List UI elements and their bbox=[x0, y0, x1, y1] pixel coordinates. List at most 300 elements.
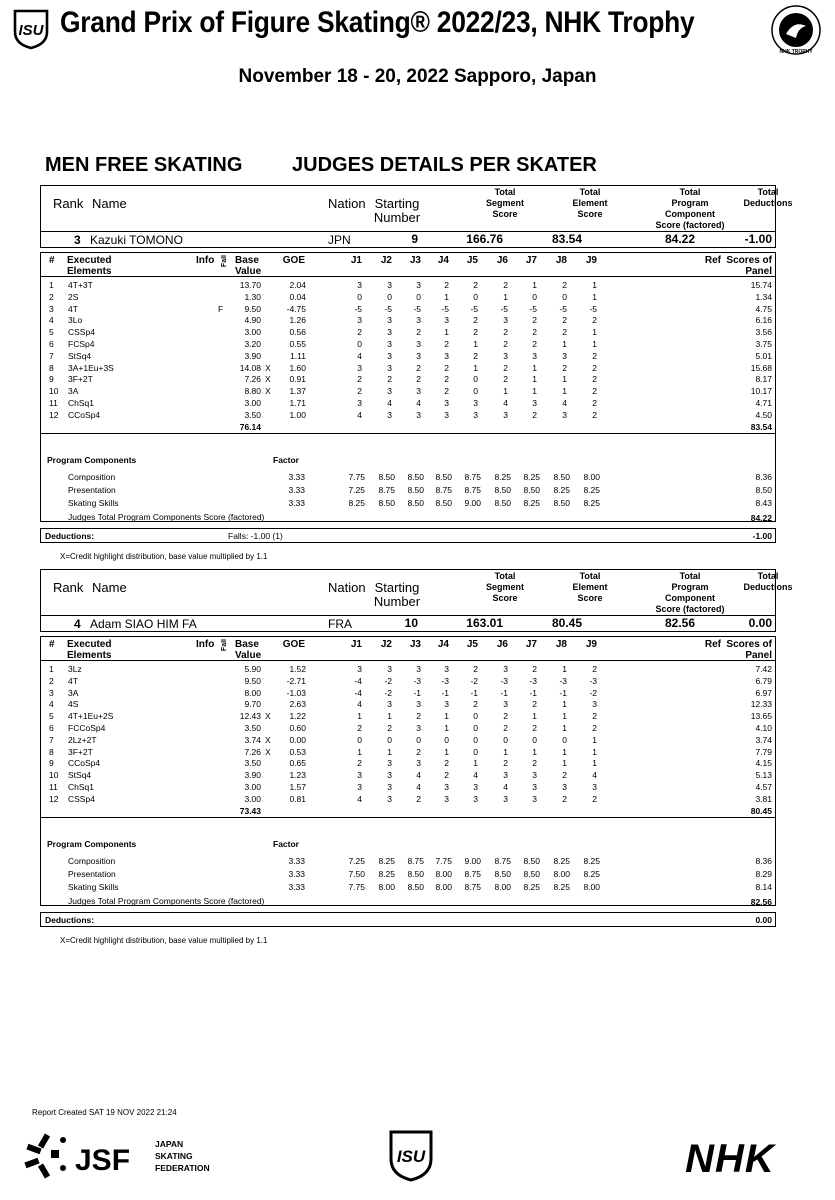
element-judge-score: 3 bbox=[503, 793, 508, 804]
element-goe: 1.57 bbox=[289, 782, 306, 792]
col-judge-header: J7 bbox=[525, 639, 537, 650]
col-judge-header: J3 bbox=[409, 639, 421, 650]
element-judge-score: 2 bbox=[562, 280, 567, 290]
jsf-abbr: JSF bbox=[75, 1144, 131, 1177]
element-judge-score: 1 bbox=[532, 374, 537, 385]
element-judge-score: 3 bbox=[416, 315, 421, 326]
element-judge-score: 0 bbox=[473, 386, 478, 397]
element-judge-score: 3 bbox=[503, 664, 508, 674]
total-deductions: 0.00 bbox=[748, 616, 772, 630]
element-base-value: 4.90 bbox=[244, 315, 261, 326]
component-panel-score: 8.43 bbox=[755, 498, 772, 509]
component-judge-score: 8.25 bbox=[494, 472, 511, 482]
element-name: StSq4 bbox=[68, 770, 92, 781]
element-judge-score: 0 bbox=[357, 291, 362, 302]
component-factor: 3.33 bbox=[288, 472, 305, 482]
element-name: CCoSp4 bbox=[68, 758, 101, 769]
element-judge-score: 3 bbox=[503, 699, 508, 710]
element-judge-score: 2 bbox=[503, 758, 508, 769]
judges-total-pcs: 84.22 bbox=[750, 513, 772, 523]
component-factor: 3.33 bbox=[288, 485, 305, 496]
element-number: 8 bbox=[49, 362, 54, 373]
element-judge-score: 0 bbox=[387, 734, 392, 745]
element-number: 2 bbox=[49, 675, 54, 686]
element-judge-score: 2 bbox=[357, 723, 362, 733]
deductions-detail: Falls: -1.00 (1) bbox=[228, 531, 283, 541]
col-base-header: Base bbox=[235, 639, 259, 650]
nhk-trophy-badge bbox=[770, 4, 822, 56]
element-judge-score: 3 bbox=[444, 664, 449, 674]
col-fall-header: Fall bbox=[221, 255, 228, 268]
element-judge-score: 2 bbox=[473, 327, 478, 338]
element-judge-score: 2 bbox=[473, 699, 478, 710]
element-judge-score: -5 bbox=[589, 303, 597, 314]
element-judge-score: -3 bbox=[559, 675, 567, 686]
element-judge-score: 3 bbox=[387, 280, 392, 290]
element-judge-score: -5 bbox=[354, 303, 362, 314]
element-judge-score: 1 bbox=[562, 339, 567, 349]
element-judge-score: 2 bbox=[473, 280, 478, 290]
component-panel-score: 8.14 bbox=[755, 882, 772, 893]
element-name: 3A bbox=[68, 386, 79, 397]
component-judge-score: 8.25 bbox=[523, 472, 540, 482]
rank-header: Rank bbox=[53, 196, 84, 211]
element-judge-score: 3 bbox=[387, 386, 392, 397]
element-judge-score: 1 bbox=[444, 711, 449, 722]
element-panel-score: 3.75 bbox=[755, 339, 772, 349]
element-judge-score: 2 bbox=[532, 339, 537, 349]
skater-start-number: 9 bbox=[411, 232, 418, 246]
element-judge-score: 3 bbox=[357, 362, 362, 373]
summary-header-tes1: Total bbox=[579, 187, 601, 197]
component-name: Presentation bbox=[68, 485, 116, 496]
component-judge-score: 8.50 bbox=[407, 869, 424, 880]
judges-total-pcs-label: Judges Total Program Components Score (factored) bbox=[68, 896, 265, 906]
element-name: 3F+2T bbox=[68, 374, 93, 385]
element-judge-score: 2 bbox=[592, 664, 597, 674]
element-info: F bbox=[218, 303, 224, 314]
element-judge-score: 4 bbox=[592, 770, 597, 781]
element-credit-mark: X bbox=[265, 362, 271, 373]
element-judge-score: 3 bbox=[416, 409, 421, 420]
element-number: 1 bbox=[49, 280, 54, 290]
element-judge-score: 3 bbox=[532, 398, 537, 408]
summary-header-ded1: Total bbox=[757, 187, 779, 197]
element-judge-score: 2 bbox=[503, 374, 508, 385]
element-judge-score: 2 bbox=[357, 327, 362, 338]
element-judge-score: 1 bbox=[357, 711, 362, 722]
component-judge-score: 8.00 bbox=[583, 472, 600, 482]
event-title: Grand Prix of Figure Skating® 2022/23, NHK Trophy bbox=[60, 6, 695, 39]
component-name: Composition bbox=[68, 472, 116, 482]
element-judge-score: 3 bbox=[444, 398, 449, 408]
element-name: ChSq1 bbox=[68, 398, 94, 408]
element-number: 2 bbox=[49, 291, 54, 302]
element-judge-score: 2 bbox=[416, 793, 421, 804]
summary-header-pcs3: Component bbox=[665, 593, 715, 603]
element-judge-score: -4 bbox=[354, 687, 362, 698]
element-judge-score: 1 bbox=[444, 327, 449, 338]
summary-header-tss1: Total bbox=[494, 187, 516, 197]
component-judge-score: 8.50 bbox=[523, 485, 540, 496]
element-judge-score: 3 bbox=[387, 770, 392, 781]
summary-header-tes2: Element bbox=[572, 198, 608, 208]
element-name: 3F+2T bbox=[68, 746, 93, 757]
summary-header-tss2: Segment bbox=[485, 582, 524, 592]
element-panel-score: 13.65 bbox=[750, 711, 772, 722]
element-judge-score: 3 bbox=[416, 699, 421, 710]
element-name: 4T bbox=[68, 303, 78, 314]
element-judge-score: 3 bbox=[532, 350, 537, 361]
element-judge-score: 0 bbox=[416, 734, 421, 745]
element-judge-score: 3 bbox=[444, 699, 449, 710]
element-judge-score: 1 bbox=[592, 758, 597, 769]
factor-header: Factor bbox=[273, 455, 299, 465]
element-judge-score: 2 bbox=[444, 339, 449, 349]
element-judge-score: 1 bbox=[562, 746, 567, 757]
jsf-logo bbox=[23, 1130, 213, 1180]
segment-title: MEN FREE SKATING bbox=[45, 154, 243, 176]
element-goe: 0.60 bbox=[289, 723, 306, 733]
component-judge-score: 8.50 bbox=[435, 472, 452, 482]
element-judge-score: 3 bbox=[416, 386, 421, 397]
element-judge-score: 2 bbox=[532, 327, 537, 338]
element-judge-score: -2 bbox=[384, 687, 392, 698]
element-judge-score: 2 bbox=[592, 386, 597, 397]
element-number: 6 bbox=[49, 339, 54, 349]
divider bbox=[40, 433, 776, 434]
component-judge-score: 8.50 bbox=[523, 856, 540, 866]
element-judge-score: 2 bbox=[444, 386, 449, 397]
element-judge-score: 0 bbox=[503, 734, 508, 745]
element-judge-score: 1 bbox=[357, 746, 362, 757]
element-judge-score: -5 bbox=[441, 303, 449, 314]
element-judge-score: 1 bbox=[562, 723, 567, 733]
component-judge-score: 8.25 bbox=[523, 498, 540, 509]
component-judge-score: 7.25 bbox=[348, 485, 365, 496]
element-panel-score: 6.79 bbox=[755, 675, 772, 686]
element-judge-score: 2 bbox=[562, 793, 567, 804]
element-judge-score: 2 bbox=[592, 711, 597, 722]
element-judge-score: 3 bbox=[416, 664, 421, 674]
program-components-header: Program Components bbox=[47, 839, 137, 849]
col-value-header: Value bbox=[235, 650, 262, 661]
element-judge-score: 0 bbox=[532, 291, 537, 302]
divider bbox=[40, 817, 776, 818]
col-value-header: Value bbox=[235, 266, 262, 277]
element-goe: 0.91 bbox=[289, 374, 306, 385]
element-judge-score: 1 bbox=[562, 699, 567, 710]
component-factor: 3.33 bbox=[288, 882, 305, 893]
element-judge-score: 2 bbox=[416, 374, 421, 385]
col-goe-header: GOE bbox=[282, 255, 305, 266]
element-judge-score: 3 bbox=[592, 782, 597, 792]
element-judge-score: -3 bbox=[589, 675, 597, 686]
col-judge-header: J3 bbox=[409, 255, 421, 266]
component-judge-score: 8.50 bbox=[553, 498, 570, 509]
jsf-line3: FEDERATION bbox=[155, 1163, 210, 1173]
skater-rank: 3 bbox=[74, 233, 81, 247]
total-segment-score: 163.01 bbox=[466, 616, 503, 630]
element-goe: -4.75 bbox=[286, 303, 306, 314]
element-goe: 1.11 bbox=[290, 350, 306, 361]
element-judge-score: 3 bbox=[444, 793, 449, 804]
element-judge-score: 3 bbox=[416, 339, 421, 349]
element-judge-score: 3 bbox=[387, 699, 392, 710]
summary-header-ded1: Total bbox=[757, 571, 779, 581]
element-judge-score: 3 bbox=[592, 699, 597, 710]
component-judge-score: 8.00 bbox=[494, 882, 511, 893]
summary-header-tes2: Element bbox=[572, 582, 608, 592]
element-name: 3Lz bbox=[68, 664, 82, 674]
element-judge-score: 2 bbox=[503, 362, 508, 373]
component-factor: 3.33 bbox=[288, 856, 305, 866]
element-judge-score: 2 bbox=[444, 374, 449, 385]
credit-note: X=Credit highlight distribution, base value multiplied by 1.1 bbox=[60, 552, 268, 561]
element-judge-score: 3 bbox=[503, 770, 508, 781]
element-judge-score: 0 bbox=[444, 734, 449, 745]
component-judge-score: 8.50 bbox=[494, 498, 511, 509]
element-judge-score: 1 bbox=[532, 362, 537, 373]
element-judge-score: -3 bbox=[500, 675, 508, 686]
element-judge-score: 2 bbox=[387, 374, 392, 385]
component-judge-score: 7.25 bbox=[348, 856, 365, 866]
element-judge-score: 3 bbox=[357, 315, 362, 326]
element-judge-score: 1 bbox=[503, 386, 508, 397]
element-number: 3 bbox=[49, 687, 54, 698]
element-goe: 0.53 bbox=[289, 746, 306, 757]
element-goe: 0.04 bbox=[289, 291, 306, 302]
element-base-value: 9.50 bbox=[244, 675, 261, 686]
element-judge-score: 3 bbox=[562, 782, 567, 792]
element-name: CCoSp4 bbox=[68, 409, 101, 420]
component-judge-score: 8.50 bbox=[407, 882, 424, 893]
element-name: 2S bbox=[68, 291, 79, 302]
element-base-value: 3.90 bbox=[244, 770, 261, 781]
component-panel-score: 8.50 bbox=[755, 485, 772, 496]
element-judge-score: 4 bbox=[503, 398, 508, 408]
skater-nation: JPN bbox=[328, 233, 351, 247]
deductions-label: Deductions: bbox=[45, 531, 95, 541]
component-factor: 3.33 bbox=[288, 498, 305, 509]
isu-logo-footer bbox=[387, 1129, 435, 1183]
element-judge-score: 0 bbox=[562, 734, 567, 745]
starting-header: Starting bbox=[374, 196, 420, 211]
element-number: 9 bbox=[49, 374, 54, 385]
element-judge-score: 3 bbox=[387, 793, 392, 804]
element-judge-score: -5 bbox=[384, 303, 392, 314]
element-judge-score: 3 bbox=[532, 793, 537, 804]
element-judge-score: 1 bbox=[592, 746, 597, 757]
element-number: 8 bbox=[49, 746, 54, 757]
component-judge-score: 8.75 bbox=[435, 485, 452, 496]
component-panel-score: 8.36 bbox=[755, 472, 772, 482]
name-header: Name bbox=[92, 196, 127, 211]
summary-header-pcs3: Component bbox=[665, 209, 715, 219]
element-judge-score: 3 bbox=[357, 782, 362, 792]
credit-note: X=Credit highlight distribution, base value multiplied by 1.1 bbox=[60, 936, 268, 945]
element-judge-score: 2 bbox=[444, 758, 449, 769]
element-panel-score: 4.50 bbox=[755, 409, 772, 420]
factor-header: Factor bbox=[273, 839, 299, 849]
table-frame bbox=[40, 528, 776, 543]
element-judge-score: 3 bbox=[387, 315, 392, 326]
element-judge-score: 3 bbox=[444, 409, 449, 420]
element-name: 2Lz+2T bbox=[68, 734, 97, 745]
element-judge-score: 3 bbox=[387, 782, 392, 792]
component-judge-score: 8.75 bbox=[378, 485, 395, 496]
deductions-total: 0.00 bbox=[755, 915, 772, 925]
element-judge-score: 3 bbox=[387, 339, 392, 349]
element-panel-score: 3.74 bbox=[755, 734, 772, 745]
isu-logo-text: ISU bbox=[18, 22, 44, 39]
element-judge-score: 4 bbox=[416, 782, 421, 792]
element-name: FCCoSp4 bbox=[68, 723, 106, 733]
element-judge-score: -5 bbox=[529, 303, 537, 314]
element-goe: -1.03 bbox=[286, 687, 306, 698]
element-judge-score: 0 bbox=[473, 291, 478, 302]
nation-header: Nation bbox=[328, 580, 366, 595]
summary-header-pcs2: Program bbox=[671, 198, 709, 208]
element-name: CSSp4 bbox=[68, 327, 95, 338]
col-scores-header: Scores of bbox=[726, 639, 772, 650]
element-judge-score: -5 bbox=[470, 303, 478, 314]
component-judge-score: 8.00 bbox=[583, 882, 600, 893]
element-judge-score: 2 bbox=[387, 723, 392, 733]
col-judge-header: J2 bbox=[380, 255, 392, 266]
element-judge-score: 2 bbox=[416, 746, 421, 757]
element-judge-score: 2 bbox=[532, 409, 537, 420]
element-judge-score: 2 bbox=[416, 711, 421, 722]
element-name: CSSp4 bbox=[68, 793, 95, 804]
element-goe: 0.55 bbox=[289, 339, 306, 349]
element-judge-score: 0 bbox=[473, 734, 478, 745]
col-base-header: Base bbox=[235, 255, 259, 266]
component-judge-score: 8.25 bbox=[553, 485, 570, 496]
element-base-value: 9.70 bbox=[244, 699, 261, 710]
summary-header-ded2: Deductions bbox=[743, 198, 793, 208]
element-number: 4 bbox=[49, 699, 54, 710]
element-judge-score: -1 bbox=[470, 687, 478, 698]
element-name: 4T bbox=[68, 675, 78, 686]
element-judge-score: 2 bbox=[473, 664, 478, 674]
col-judge-header: J6 bbox=[496, 639, 508, 650]
element-name: ChSq1 bbox=[68, 782, 94, 792]
element-judge-score: 1 bbox=[387, 711, 392, 722]
component-judge-score: 7.50 bbox=[348, 869, 365, 880]
element-judge-score: 1 bbox=[532, 711, 537, 722]
component-judge-score: 8.00 bbox=[435, 882, 452, 893]
jsf-line1: JAPAN bbox=[155, 1139, 184, 1149]
element-judge-score: 2 bbox=[592, 315, 597, 326]
component-judge-score: 8.00 bbox=[435, 869, 452, 880]
element-judge-score: 3 bbox=[473, 793, 478, 804]
component-judge-score: 9.00 bbox=[464, 498, 481, 509]
element-panel-score: 5.13 bbox=[755, 770, 772, 781]
element-panel-score: 4.10 bbox=[755, 723, 772, 733]
element-judge-score: 0 bbox=[532, 734, 537, 745]
element-judge-score: 1 bbox=[444, 723, 449, 733]
element-goe: 1.00 bbox=[289, 409, 306, 420]
element-judge-score: 2 bbox=[473, 350, 478, 361]
element-name: 4T+3T bbox=[68, 280, 93, 290]
judges-total-pcs-label: Judges Total Program Components Score (factored) bbox=[68, 512, 265, 522]
element-base-value: 1.30 bbox=[244, 291, 261, 302]
element-judge-score: 4 bbox=[357, 793, 362, 804]
element-base-value: 8.80 bbox=[244, 386, 261, 397]
element-judge-score: 3 bbox=[444, 315, 449, 326]
col-judge-header: J5 bbox=[466, 639, 478, 650]
summary-header-pcs4: Score (factored) bbox=[655, 604, 725, 614]
element-panel-score: 5.01 bbox=[755, 350, 772, 361]
element-judge-score: 4 bbox=[357, 699, 362, 710]
element-judge-score: 0 bbox=[562, 291, 567, 302]
element-name: 3A bbox=[68, 687, 79, 698]
element-goe: 2.63 bbox=[289, 699, 306, 710]
element-panel-score: 6.16 bbox=[755, 315, 772, 326]
element-judge-score: 0 bbox=[387, 291, 392, 302]
element-judge-score: 1 bbox=[562, 664, 567, 674]
col-ref-header: Ref bbox=[704, 255, 721, 266]
element-panel-score: 4.71 bbox=[755, 398, 772, 408]
element-goe: 1.26 bbox=[289, 315, 306, 326]
total-segment-score: 166.76 bbox=[466, 232, 503, 246]
element-name: 4T+1Eu+2S bbox=[68, 711, 114, 722]
divider bbox=[40, 660, 776, 661]
component-judge-score: 8.25 bbox=[553, 882, 570, 893]
element-goe: 1.23 bbox=[289, 770, 306, 781]
element-goe: 1.60 bbox=[289, 362, 306, 373]
element-judge-score: 4 bbox=[387, 398, 392, 408]
element-number: 10 bbox=[49, 386, 59, 397]
component-judge-score: 8.75 bbox=[464, 882, 481, 893]
element-judge-score: 4 bbox=[357, 350, 362, 361]
element-base-value: 8.00 bbox=[244, 687, 261, 698]
event-dates: November 18 - 20, 2022 Sapporo, Japan bbox=[238, 66, 597, 87]
component-judge-score: 8.75 bbox=[464, 869, 481, 880]
element-goe: 1.71 bbox=[289, 398, 306, 408]
col-fall-header: Fall bbox=[221, 639, 228, 652]
component-judge-score: 7.75 bbox=[435, 856, 452, 866]
element-judge-score: 3 bbox=[357, 770, 362, 781]
element-judge-score: 3 bbox=[387, 362, 392, 373]
nation-header: Nation bbox=[328, 196, 366, 211]
element-judge-score: 1 bbox=[444, 291, 449, 302]
component-judge-score: 8.25 bbox=[583, 856, 600, 866]
element-judge-score: 0 bbox=[357, 734, 362, 745]
element-number: 10 bbox=[49, 770, 59, 781]
element-judge-score: 3 bbox=[387, 327, 392, 338]
element-base-value: 3.50 bbox=[244, 409, 261, 420]
element-judge-score: 2 bbox=[562, 327, 567, 338]
element-panel-score: 8.17 bbox=[755, 374, 772, 385]
element-base-value: 3.00 bbox=[244, 782, 261, 792]
element-judge-score: 2 bbox=[592, 398, 597, 408]
col-judge-header: J4 bbox=[437, 255, 449, 266]
element-judge-score: 2 bbox=[444, 770, 449, 781]
element-judge-score: 1 bbox=[562, 386, 567, 397]
col-panel-header: Panel bbox=[745, 650, 772, 661]
report-title: JUDGES DETAILS PER SKATER bbox=[292, 154, 597, 176]
element-judge-score: -1 bbox=[559, 687, 567, 698]
element-judge-score: 2 bbox=[444, 362, 449, 373]
total-program-component-score: 82.56 bbox=[664, 616, 695, 630]
element-judge-score: 3 bbox=[532, 782, 537, 792]
col-num-header: # bbox=[49, 255, 55, 266]
report-created: Report Created SAT 19 NOV 2022 21:24 bbox=[32, 1108, 177, 1117]
summary-header-tss1: Total bbox=[494, 571, 516, 581]
element-name: 4S bbox=[68, 699, 79, 710]
